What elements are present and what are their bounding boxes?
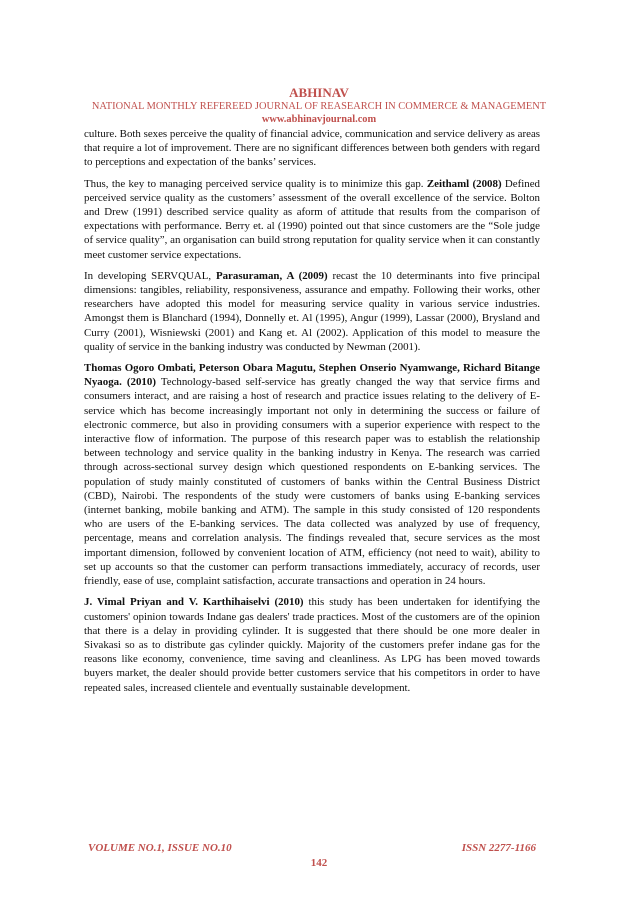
paragraph-5-author: J. Vimal Priyan and V. Karthihaiselvi (2010) [84,596,304,609]
footer-issn: ISSN 2277-1166 [461,842,536,854]
journal-title: ABHINAV [289,85,349,100]
journal-subtitle: NATIONAL MONTHLY REFEREED JOURNAL OF REASEARCH IN COMMERCE & MANAGEMENT [91,101,547,112]
paragraph-4-author: Thomas Ogoro Ombati, Peterson Obara Magutu, Stephen Onserio Nyamwange, Richard Bitange Nyaoga. (2010) [84,362,540,389]
paragraph-5-text: this study has been undertaken for identifying the customers' opinion towards Indane gas dealers' trade practices. Most of the customers are of the opinion that there is a delay in providing cylinder. It is suggested that there should be one more dealer in Sivakasi so as to distribute gas cylinder quickly. Majority of the customers prefer indane gas for the reasons like economy, convenience, time saving and cleanliness. As LPG has been moved towards buyers market, the dealer should provide better customers service that his competitors in order to have repeated sales, increased clientele and eventually sustainable development. [84,596,540,694]
footer-volume: VOLUME NO.1, ISSUE NO.10 [88,842,232,854]
paragraph-2-lead: Thus, the key to managing perceived service quality is to minimize this gap. [84,177,427,190]
paragraph-2-text: Defined perceived service quality as the customers’ assessment of the overall excellence of the service. Bolton and Drew (1991) described service quality as aform of attitude that results from the comparison of expectations with performance. Berry et. al (1990) pointed out that since customers are the “Sole judge of service quality”, an organisation can build strong reputation for quality service when it can constantly meet customer service expectations. [84,177,540,261]
journal-url[interactable]: www.abhinavjournal.com [261,114,377,125]
article-body [84,127,540,702]
paragraph-3-author: Parasuraman, A (2009) [215,269,328,282]
paragraph-3-text: recast the 10 determinants into five principal dimensions: tangibles, reliability, responsiveness, assurance and empathy. Following their works, other researchers have adopted this model for measuring service quality in various service industries. Amongst them is Blanchard (1994), Donnelly et. Al (1995), Angur (1999), Lassar (2000), Brysland and Curry (2001), Wisniewski (2001) and Kang et. Al (2002). Application of this model to measure the quality of service in the banking industry was conducted by Newman (2001). [84,269,540,353]
paragraph-3-lead: In developing SERVQUAL, [84,269,216,282]
journal-header [0,86,638,126]
paragraph-3 [84,269,540,354]
paragraph-4 [84,361,540,588]
paragraph-2 [84,177,540,262]
paragraph-1: culture. Both sexes perceive the quality of financial advice, communication and service delivery as areas that require a lot of improvement. There are no significant differences between both genders with regard to perceptions and expectation of the banks’ services. [84,128,541,169]
paragraph-4-text: Technology-based self-service has greatly changed the way that service firms and consumers interact, and are raising a host of research and practice issues relating to the delivery of E-service which has become increasingly important not only in determining the success or failure of electronic commerce, but also in providing consumers with a superior experience with respect to the interactive flow of information. The purpose of this research paper was to establish the relationship between technology and service quality in the banking industry in Kenya. The research was carried through across-sectional survey design which questioned respondents on E-banking services. The population of study mainly constituted of customers of banks within the Central Business District (CBD), Nairobi. The respondents of the study were customers of banks using E-banking services (internet banking, mobile banking and ATM). The sample in this study consisted of 120 respondents who are users of the E-banking services. The data collected was analyzed by use of frequency, percentage, means and correlation analysis. The findings revealed that, secure services as the most important dimension, followed by convenient location of ATM, efficiency (not need to wait), ability to set up accounts so that the customer can perform transactions immediately, accuracy of records, user friendly, ease of use, complaint satisfaction, accurate transactions and operation in 24 hours. [84,376,540,588]
paragraph-2-author: Zeithaml (2008) [426,177,502,190]
paragraph-5 [84,595,540,694]
page-number: 142 [310,857,328,869]
